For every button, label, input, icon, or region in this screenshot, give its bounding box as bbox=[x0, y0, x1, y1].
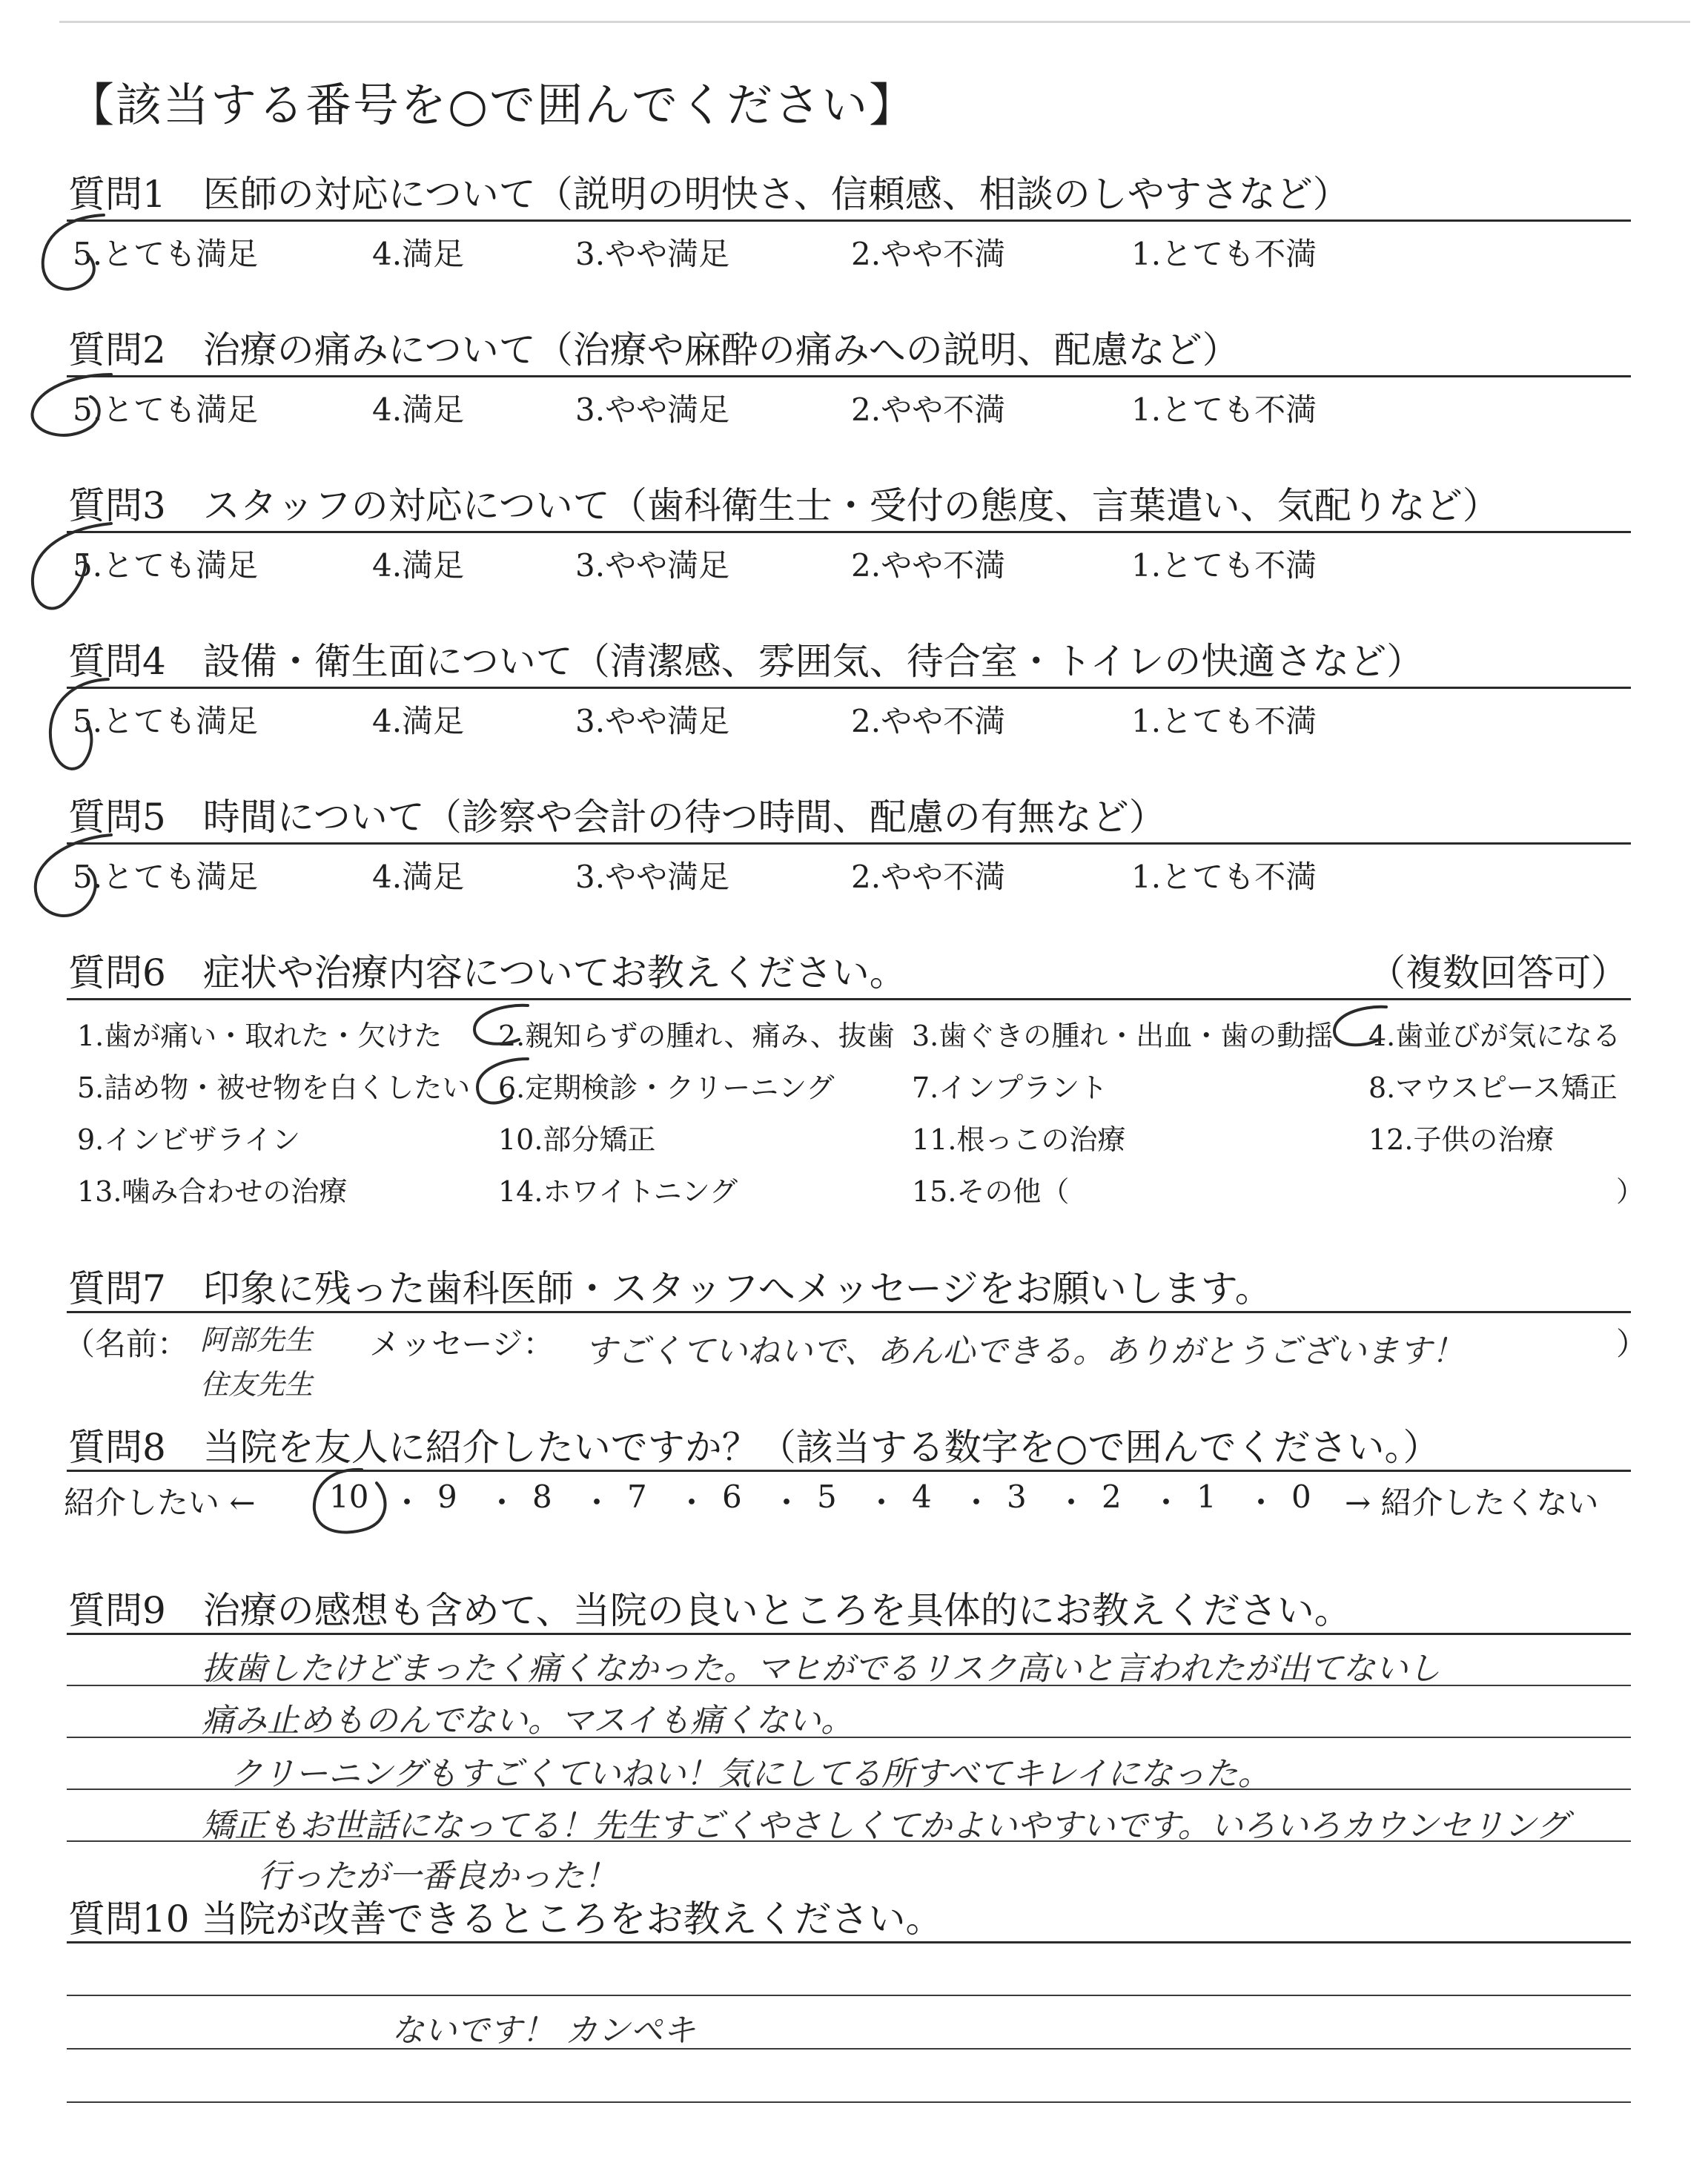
q6-option-10[interactable]: 10.部分矯正 bbox=[498, 1123, 656, 1156]
q6-rule bbox=[67, 998, 1631, 1000]
q3-title: 質問3 スタッフの対応について（歯科衛生士・受付の態度、言葉遣い、気配りなど） bbox=[68, 484, 1500, 527]
q4-option-5[interactable]: 5.とても満足 bbox=[73, 703, 259, 739]
q9-rule bbox=[67, 1633, 1631, 1635]
q1-option-2[interactable]: 2.やや不満 bbox=[851, 236, 1006, 272]
q2-option-3[interactable]: 3.やや満足 bbox=[575, 392, 730, 428]
q9-title: 質問9 治療の感想も含めて、当院の良いところを具体的にお教えください。 bbox=[68, 1589, 1351, 1632]
q8-left-label: 紹介したい ← bbox=[64, 1484, 256, 1521]
q9-answer-text-1[interactable]: 抜歯したけどまったく痛くなかった。マヒがでるリスク高いと言われたが出てないし bbox=[202, 1650, 1441, 1688]
q1-rule bbox=[67, 219, 1631, 222]
q2-rule bbox=[67, 375, 1631, 377]
q8-dot-1: ・ bbox=[391, 1484, 423, 1521]
q6-option-1[interactable]: 1.歯が痛い・取れた・欠けた bbox=[77, 1020, 443, 1052]
q8-number-8[interactable]: 8 bbox=[532, 1479, 552, 1515]
q3-rule bbox=[67, 531, 1631, 533]
q2-title: 質問2 治療の痛みについて（治療や麻酔の痛みへの説明、配慮など） bbox=[68, 328, 1239, 371]
q3-option-2[interactable]: 2.やや不満 bbox=[851, 547, 1006, 584]
q7-rule bbox=[67, 1311, 1631, 1313]
q1-title: 質問1 医師の対応について（説明の明快さ、信頼感、相談のしやすさなど） bbox=[68, 173, 1350, 216]
q8-dot-7: ・ bbox=[961, 1484, 993, 1521]
q3-option-1[interactable]: 1.とても不満 bbox=[1131, 547, 1317, 584]
q6-option-15[interactable]: 15.その他（ bbox=[912, 1175, 1070, 1208]
q10-rule bbox=[67, 1941, 1631, 1943]
q2-option-5[interactable]: 5.とても満足 bbox=[73, 392, 259, 428]
q6-option-2[interactable]: 2.親知らずの腫れ、痛み、抜歯 bbox=[498, 1020, 895, 1052]
q3-option-3[interactable]: 3.やや満足 bbox=[575, 547, 730, 584]
q4-option-4[interactable]: 4.満足 bbox=[372, 703, 465, 739]
q3-option-5[interactable]: 5.とても満足 bbox=[73, 547, 259, 584]
q8-title: 質問8 当院を友人に紹介したいですか？（該当する数字を○で囲んでください。） bbox=[68, 1426, 1440, 1469]
q8-number-6[interactable]: 6 bbox=[722, 1479, 742, 1515]
q5-option-5[interactable]: 5.とても満足 bbox=[73, 859, 259, 895]
q4-option-1[interactable]: 1.とても不満 bbox=[1131, 703, 1317, 739]
q5-option-3[interactable]: 3.やや満足 bbox=[575, 859, 730, 895]
q6-option-7[interactable]: 7.インプラント bbox=[912, 1071, 1108, 1104]
q6-note: （複数回答可） bbox=[1368, 951, 1628, 994]
q8-dot-2: ・ bbox=[486, 1484, 518, 1521]
q6-option-9[interactable]: 9.インビザライン bbox=[77, 1123, 301, 1156]
q3-option-4[interactable]: 4.満足 bbox=[372, 547, 465, 584]
q8-dot-4: ・ bbox=[676, 1484, 708, 1521]
q8-dot-10: ・ bbox=[1245, 1484, 1277, 1521]
q8-number-7[interactable]: 7 bbox=[627, 1479, 647, 1515]
q7-name-label: （名前： bbox=[64, 1326, 189, 1362]
q8-number-5[interactable]: 5 bbox=[817, 1479, 837, 1515]
q8-number-2[interactable]: 2 bbox=[1102, 1479, 1122, 1515]
q1-option-1[interactable]: 1.とても不満 bbox=[1131, 236, 1317, 272]
page-title: 【該当する番号を○で囲んでください】 bbox=[68, 78, 917, 132]
q4-rule bbox=[67, 687, 1631, 689]
q6-option-13[interactable]: 13.噛み合わせの治療 bbox=[77, 1175, 348, 1208]
q10-answer-line-3 bbox=[67, 2101, 1631, 2103]
q8-number-10[interactable]: 10 bbox=[329, 1479, 369, 1515]
q5-option-1[interactable]: 1.とても不満 bbox=[1131, 859, 1317, 895]
q7-name-2[interactable]: 住友先生 bbox=[200, 1368, 314, 1401]
q2-option-1[interactable]: 1.とても不満 bbox=[1131, 392, 1317, 428]
q8-number-4[interactable]: 4 bbox=[912, 1479, 932, 1515]
q7-message-label: メッセージ： bbox=[369, 1326, 555, 1362]
top-border bbox=[59, 21, 1690, 23]
q6-option-8[interactable]: 8.マウスピース矯正 bbox=[1368, 1071, 1618, 1104]
q8-dot-8: ・ bbox=[1056, 1484, 1088, 1521]
q8-dot-9: ・ bbox=[1151, 1484, 1182, 1521]
q10-answer[interactable]: ないです！ カンペキ bbox=[391, 2012, 695, 2050]
q8-number-3[interactable]: 3 bbox=[1007, 1479, 1027, 1515]
q7-name-1[interactable]: 阿部先生 bbox=[200, 1324, 314, 1356]
q6-option-5[interactable]: 5.詰め物・被せ物を白くしたい bbox=[77, 1071, 471, 1104]
q5-option-4[interactable]: 4.満足 bbox=[372, 859, 465, 895]
q10-answer-line-1 bbox=[67, 1995, 1631, 1996]
q6-option-6[interactable]: 6.定期検診・クリーニング bbox=[498, 1071, 835, 1104]
q7-close-paren: ） bbox=[1616, 1326, 1648, 1362]
q8-dot-6: ・ bbox=[866, 1484, 898, 1521]
q6-option-14[interactable]: 14.ホワイトニング bbox=[498, 1175, 738, 1208]
q6-option-11[interactable]: 11.根っこの治療 bbox=[912, 1123, 1126, 1156]
q6-option-3[interactable]: 3.歯ぐきの腫れ・出血・歯の動揺 bbox=[912, 1020, 1334, 1052]
q8-number-1[interactable]: 1 bbox=[1196, 1479, 1217, 1515]
q6-option-12[interactable]: 12.子供の治療 bbox=[1368, 1123, 1555, 1156]
q5-rule bbox=[67, 842, 1631, 845]
q8-rule bbox=[67, 1470, 1631, 1472]
q9-answer-text-2[interactable]: 痛み止めものんでない。マスイも痛くない。 bbox=[202, 1702, 854, 1740]
q8-dot-5: ・ bbox=[771, 1484, 803, 1521]
q1-option-4[interactable]: 4.満足 bbox=[372, 236, 465, 272]
q8-dot-3: ・ bbox=[581, 1484, 613, 1521]
q2-option-4[interactable]: 4.満足 bbox=[372, 392, 465, 428]
q5-option-2[interactable]: 2.やや不満 bbox=[851, 859, 1006, 895]
q2-option-2[interactable]: 2.やや不満 bbox=[851, 392, 1006, 428]
q4-title: 質問4 設備・衛生面について（清潔感、雰囲気、待合室・トイレの快適さなど） bbox=[68, 640, 1424, 683]
q8-right-label: → 紹介したくない bbox=[1345, 1484, 1599, 1521]
q7-title: 質問7 印象に残った歯科医師・スタッフへメッセージをお願いします。 bbox=[68, 1267, 1272, 1310]
q6-close-paren: ） bbox=[1616, 1175, 1645, 1208]
q6-title: 質問6 症状や治療内容についてお教えください。 bbox=[68, 951, 907, 994]
q8-number-0[interactable]: 0 bbox=[1291, 1479, 1311, 1515]
q10-title: 質問10 当院が改善できるところをお教えください。 bbox=[68, 1898, 943, 1941]
q1-option-5[interactable]: 5.とても満足 bbox=[73, 236, 259, 272]
q10-answer-line-2 bbox=[67, 2048, 1631, 2050]
q7-message[interactable]: すごくていねいで、あん心できる。ありがとうございます！ bbox=[584, 1332, 1465, 1370]
q1-option-3[interactable]: 3.やや満足 bbox=[575, 236, 730, 272]
q9-answer-text-4[interactable]: 矯正もお世話になってる！先生すごくやさしくてかよいやすいです。いろいろカウンセリング bbox=[202, 1807, 1569, 1845]
q4-option-2[interactable]: 2.やや不満 bbox=[851, 703, 1006, 739]
q9-answer-text-5[interactable]: 行ったが一番良かった！ bbox=[258, 1857, 617, 1895]
q8-number-9[interactable]: 9 bbox=[437, 1479, 457, 1515]
q6-option-4[interactable]: 4.歯並びが気になる bbox=[1368, 1020, 1621, 1052]
q5-title: 質問5 時間について（診察や会計の待つ時間、配慮の有無など） bbox=[68, 796, 1166, 839]
q4-option-3[interactable]: 3.やや満足 bbox=[575, 703, 730, 739]
q9-answer-text-3[interactable]: クリーニングもすごくていねい！気にしてる所すべてキレイになった。 bbox=[230, 1755, 1271, 1793]
